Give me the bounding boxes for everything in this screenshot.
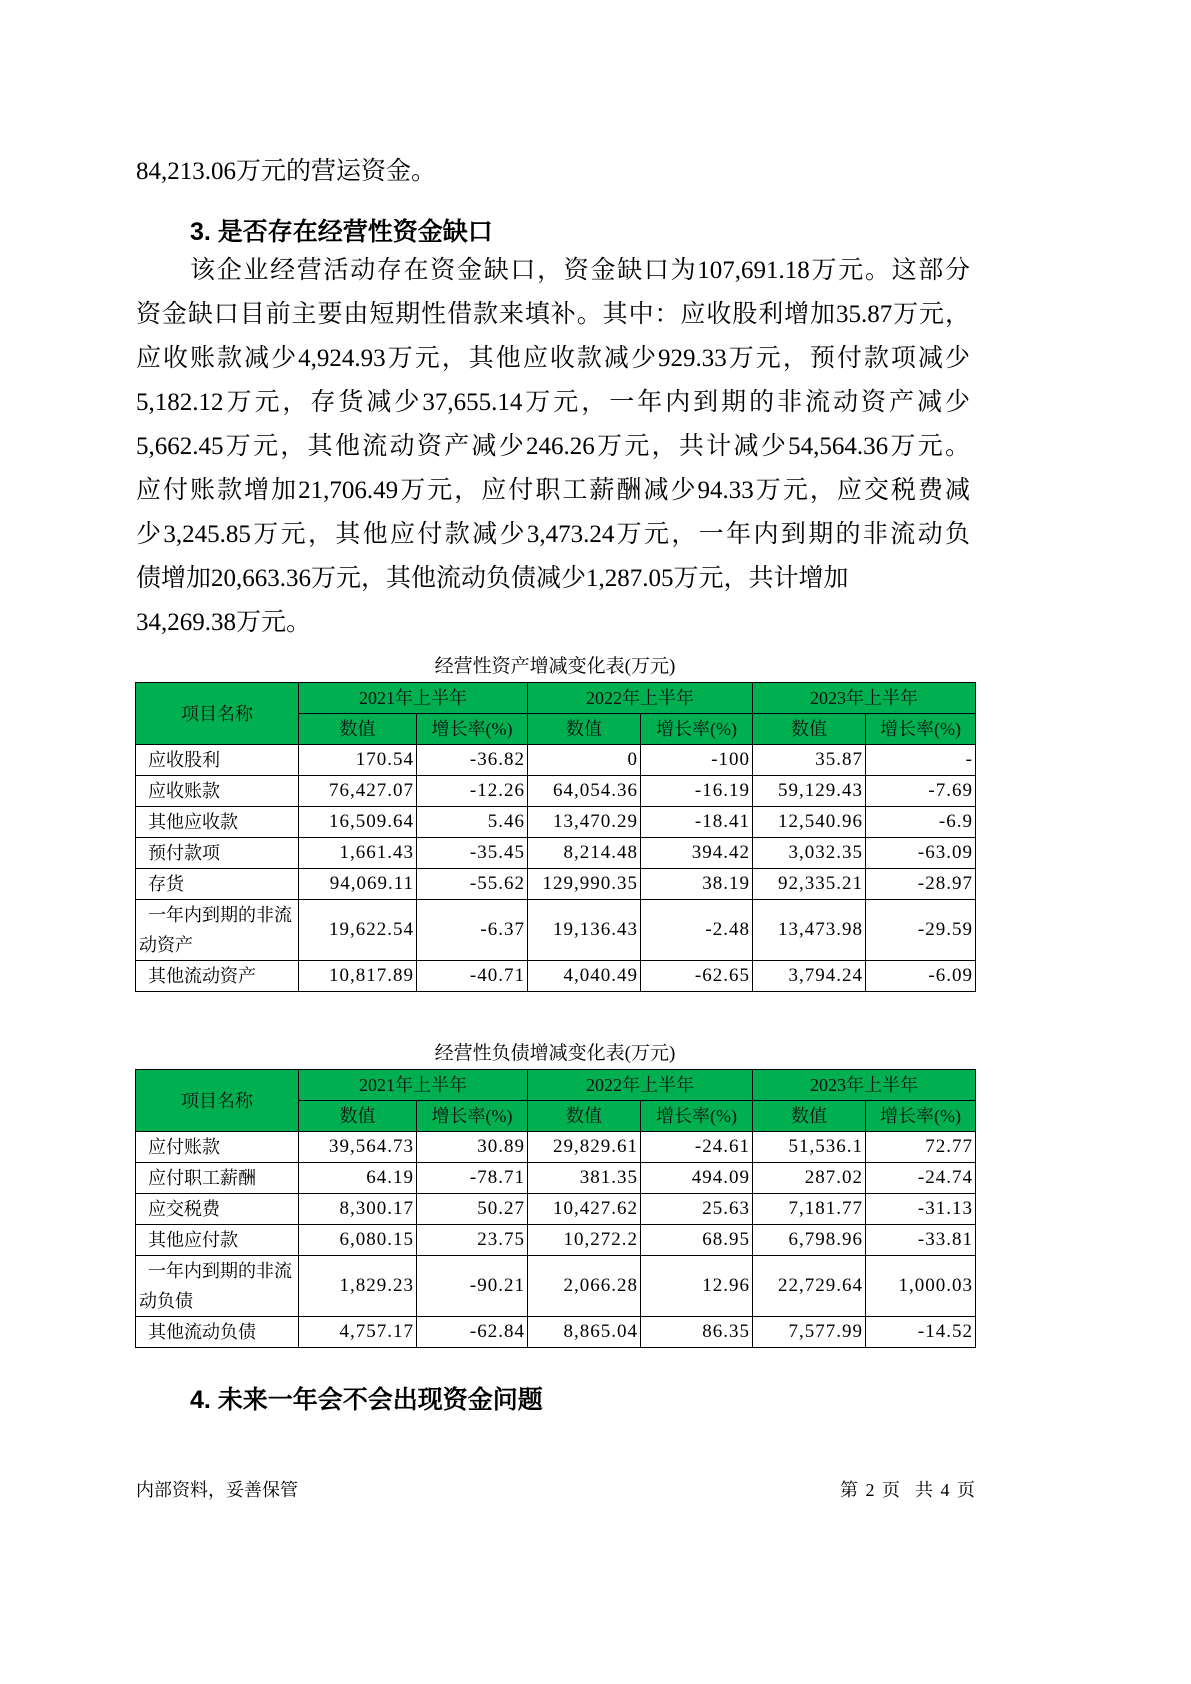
value-cell: 29,829.61 <box>528 1132 641 1163</box>
paragraph-line: 应付账款增加21,706.49万元，应付职工薪酬减少94.33万元，应交税费减 <box>136 477 970 504</box>
table-row <box>136 1163 976 1194</box>
growth-rate-cell: -6.9 <box>866 807 976 838</box>
value-column-header: 数值 <box>753 1101 866 1132</box>
growth-rate-cell: -6.09 <box>866 961 976 992</box>
growth-rate-cell: 5.46 <box>417 807 528 838</box>
row-label: 其他流动负债 <box>136 1317 299 1348</box>
value-cell: 7,577.99 <box>753 1317 866 1348</box>
section-3-heading: 3. 是否存在经营性资金缺口 <box>190 218 493 246</box>
paragraph-line: 债增加20,663.36万元，其他流动负债减少1,287.05万元，共计增加 <box>136 565 849 592</box>
growth-rate-cell: 72.77 <box>866 1132 976 1163</box>
table-row <box>136 1194 976 1225</box>
asset-table-caption: 经营性资产增减变化表(万元) <box>434 656 676 677</box>
growth-rate-column-header: 增长率(%) <box>417 714 528 745</box>
value-cell: 3,794.24 <box>753 961 866 992</box>
paragraph-line: 资金缺口目前主要由短期性借款来填补。其中：应收股利增加35.87万元， <box>136 301 970 328</box>
value-cell: 4,757.17 <box>299 1317 417 1348</box>
period-header: 2021年上半年 <box>299 1070 528 1101</box>
row-label: 应交税费 <box>136 1194 299 1225</box>
table-row <box>136 745 976 776</box>
row-label: 存货 <box>136 869 299 900</box>
section-3-paragraph <box>136 249 970 645</box>
value-cell: 6,798.96 <box>753 1225 866 1256</box>
period-header: 2023年上半年 <box>753 683 976 714</box>
item-name-header: 项目名称 <box>136 683 299 745</box>
value-cell: 12,540.96 <box>753 807 866 838</box>
growth-rate-cell: -28.97 <box>866 869 976 900</box>
growth-rate-cell: 12.96 <box>641 1256 753 1317</box>
value-cell: 92,335.21 <box>753 869 866 900</box>
value-column-header: 数值 <box>528 1101 641 1132</box>
paragraph-line: 该企业经营活动存在资金缺口，资金缺口为107,691.18万元。这部分 <box>190 257 970 284</box>
asset-change-table <box>135 682 976 992</box>
table-header-row <box>136 1070 976 1101</box>
paragraph-line: 少3,245.85万元，其他应付款减少3,473.24万元，一年内到期的非流动负 <box>136 521 970 548</box>
paragraph-line: 应收账款减少4,924.93万元，其他应收款减少929.33万元，预付款项减少 <box>136 345 970 372</box>
value-cell: 8,865.04 <box>528 1317 641 1348</box>
growth-rate-cell: -2.48 <box>641 900 753 961</box>
period-header: 2023年上半年 <box>753 1070 976 1101</box>
value-cell: 59,129.43 <box>753 776 866 807</box>
table-row <box>136 961 976 992</box>
value-cell: 4,040.49 <box>528 961 641 992</box>
paragraph-line: 34,269.38万元。 <box>136 609 312 636</box>
growth-rate-column-header: 增长率(%) <box>641 714 753 745</box>
row-label: 其他应付款 <box>136 1225 299 1256</box>
growth-rate-cell: 30.89 <box>417 1132 528 1163</box>
paragraph-line: 5,662.45万元，其他流动资产减少246.26万元，共计减少54,564.36万元。 <box>136 433 970 460</box>
table-row <box>136 807 976 838</box>
growth-rate-cell: -29.59 <box>866 900 976 961</box>
growth-rate-cell: -18.41 <box>641 807 753 838</box>
growth-rate-cell: 86.35 <box>641 1317 753 1348</box>
value-cell: 0 <box>528 745 641 776</box>
value-cell: 7,181.77 <box>753 1194 866 1225</box>
table-body <box>136 1132 976 1348</box>
growth-rate-cell: -31.13 <box>866 1194 976 1225</box>
value-column-header: 数值 <box>299 1101 417 1132</box>
growth-rate-column-header: 增长率(%) <box>866 1101 976 1132</box>
value-cell: 6,080.15 <box>299 1225 417 1256</box>
value-cell: 170.54 <box>299 745 417 776</box>
value-cell: 8,300.17 <box>299 1194 417 1225</box>
item-name-header: 项目名称 <box>136 1070 299 1132</box>
row-label: 其他流动资产 <box>136 961 299 992</box>
value-cell: 13,473.98 <box>753 900 866 961</box>
growth-rate-cell: -55.62 <box>417 869 528 900</box>
row-label: 其他应收款 <box>136 807 299 838</box>
table-row <box>136 1317 976 1348</box>
growth-rate-cell: -62.65 <box>641 961 753 992</box>
section-4-heading: 4. 未来一年会不会出现资金问题 <box>190 1386 543 1414</box>
growth-rate-cell: -100 <box>641 745 753 776</box>
table-row <box>136 869 976 900</box>
growth-rate-cell: -7.69 <box>866 776 976 807</box>
value-cell: 64.19 <box>299 1163 417 1194</box>
table-row <box>136 776 976 807</box>
growth-rate-cell: 394.42 <box>641 838 753 869</box>
row-label: 应收股利 <box>136 745 299 776</box>
table-row <box>136 838 976 869</box>
value-cell: 64,054.36 <box>528 776 641 807</box>
value-cell: 94,069.11 <box>299 869 417 900</box>
table-row <box>136 900 976 961</box>
value-cell: 39,564.73 <box>299 1132 417 1163</box>
period-header: 2022年上半年 <box>528 1070 753 1101</box>
growth-rate-cell: -16.19 <box>641 776 753 807</box>
paragraph-line: 5,182.12万元，存货减少37,655.14万元，一年内到期的非流动资产减少 <box>136 389 970 416</box>
value-cell: 2,066.28 <box>528 1256 641 1317</box>
growth-rate-cell: -24.61 <box>641 1132 753 1163</box>
value-cell: 8,214.48 <box>528 838 641 869</box>
value-column-header: 数值 <box>528 714 641 745</box>
growth-rate-cell: - <box>866 745 976 776</box>
value-cell: 10,427.62 <box>528 1194 641 1225</box>
value-cell: 3,032.35 <box>753 838 866 869</box>
growth-rate-cell: 25.63 <box>641 1194 753 1225</box>
row-label: 一年内到期的非流动负债 <box>136 1256 299 1317</box>
growth-rate-cell: -33.81 <box>866 1225 976 1256</box>
growth-rate-cell: -24.74 <box>866 1163 976 1194</box>
value-cell: 19,136.43 <box>528 900 641 961</box>
row-label: 一年内到期的非流动资产 <box>136 900 299 961</box>
growth-rate-cell: 494.09 <box>641 1163 753 1194</box>
liability-change-table <box>135 1069 976 1348</box>
growth-rate-cell: -40.71 <box>417 961 528 992</box>
growth-rate-cell: 1,000.03 <box>866 1256 976 1317</box>
table-row <box>136 1225 976 1256</box>
growth-rate-cell: -36.82 <box>417 745 528 776</box>
table-row <box>136 1256 976 1317</box>
value-cell: 22,729.64 <box>753 1256 866 1317</box>
value-cell: 129,990.35 <box>528 869 641 900</box>
value-cell: 1,661.43 <box>299 838 417 869</box>
value-cell: 76,427.07 <box>299 776 417 807</box>
value-cell: 51,536.1 <box>753 1132 866 1163</box>
value-cell: 1,829.23 <box>299 1256 417 1317</box>
value-cell: 10,817.89 <box>299 961 417 992</box>
growth-rate-cell: 50.27 <box>417 1194 528 1225</box>
continued-paragraph: 84,213.06万元的营运资金。 <box>136 158 437 185</box>
row-label: 应收账款 <box>136 776 299 807</box>
table-row <box>136 1132 976 1163</box>
value-cell: 19,622.54 <box>299 900 417 961</box>
value-cell: 16,509.64 <box>299 807 417 838</box>
growth-rate-cell: -35.45 <box>417 838 528 869</box>
row-label: 应付账款 <box>136 1132 299 1163</box>
growth-rate-cell: -63.09 <box>866 838 976 869</box>
row-label: 应付职工薪酬 <box>136 1163 299 1194</box>
growth-rate-cell: -78.71 <box>417 1163 528 1194</box>
liability-table-caption: 经营性负债增减变化表(万元) <box>434 1043 676 1064</box>
table-body <box>136 745 976 992</box>
growth-rate-cell: -6.37 <box>417 900 528 961</box>
value-cell: 287.02 <box>753 1163 866 1194</box>
growth-rate-column-header: 增长率(%) <box>866 714 976 745</box>
growth-rate-cell: 23.75 <box>417 1225 528 1256</box>
value-column-header: 数值 <box>299 714 417 745</box>
growth-rate-cell: -62.84 <box>417 1317 528 1348</box>
growth-rate-column-header: 增长率(%) <box>417 1101 528 1132</box>
value-column-header: 数值 <box>753 714 866 745</box>
value-cell: 35.87 <box>753 745 866 776</box>
value-cell: 10,272.2 <box>528 1225 641 1256</box>
growth-rate-column-header: 增长率(%) <box>641 1101 753 1132</box>
period-header: 2022年上半年 <box>528 683 753 714</box>
footer-confidential-note: 内部资料，妥善保管 <box>136 1480 298 1500</box>
growth-rate-cell: -12.26 <box>417 776 528 807</box>
period-header: 2021年上半年 <box>299 683 528 714</box>
growth-rate-cell: -14.52 <box>866 1317 976 1348</box>
table-header-row <box>136 683 976 714</box>
value-cell: 381.35 <box>528 1163 641 1194</box>
value-cell: 13,470.29 <box>528 807 641 838</box>
growth-rate-cell: 68.95 <box>641 1225 753 1256</box>
growth-rate-cell: 38.19 <box>641 869 753 900</box>
growth-rate-cell: -90.21 <box>417 1256 528 1317</box>
row-label: 预付款项 <box>136 838 299 869</box>
footer-page-number: 第 2 页 共 4 页 <box>840 1480 975 1500</box>
